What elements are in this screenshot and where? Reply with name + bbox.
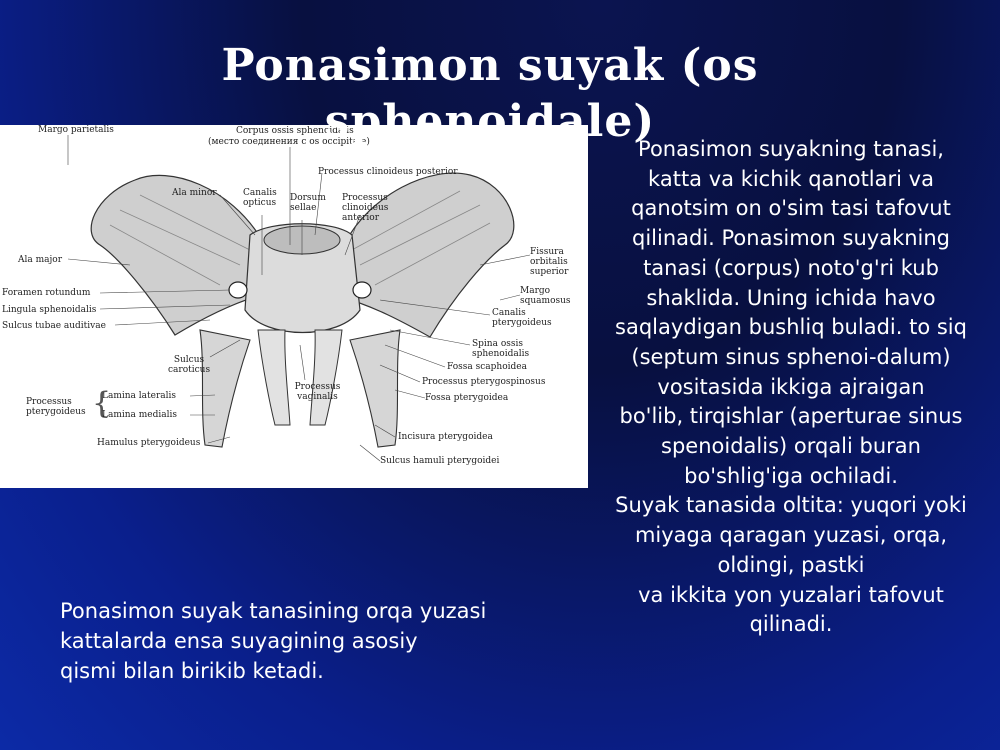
- label-corpus-sub: (место соединения с os occipitale): [208, 137, 370, 147]
- right-paragraph: qilinadi. Ponasimon suyakning tanasi (corpus) noto'g'ri kub shaklida. Uning ichida havo saqlaydigan bushliq buladi. to siq (septum sinus sphenoi-dalum) vositasida ikkiga ajraigan: [615, 226, 967, 399]
- label-margo-parietalis: Margo parietalis: [38, 125, 114, 135]
- label-canalis-opticus: Canalis opticus: [243, 188, 277, 208]
- right-paragraph: Suyak tanasida oltita: yuqori yoki miyaga qaragan yuzasi, orqa, oldingi, pastki: [615, 493, 967, 577]
- label-ala-minor: Ala minor: [172, 188, 217, 198]
- left-text-block: [60, 596, 580, 686]
- label-margo-squamosus: Margo squamosus: [520, 286, 571, 306]
- label-clinoideus-posterior: Processus clinoideus posterior: [318, 167, 458, 177]
- label-incisura: Incisura pterygoidea: [398, 432, 493, 442]
- label-ala-major: Ala major: [18, 255, 63, 265]
- left-line: qismi bilan birikib ketadi.: [60, 659, 324, 683]
- label-fossa-scaphoidea: Fossa scaphoidea: [447, 362, 527, 372]
- label-fissura: Fissura orbitalis superior: [530, 247, 569, 277]
- label-lingula: Lingula sphenoidalis: [2, 305, 97, 315]
- left-line: kattalarda ensa suyagining asosiy: [60, 629, 418, 653]
- left-line: Ponasimon suyak tanasining orqa yuzasi: [60, 599, 487, 623]
- label-lamina-medialis: Lamina medialis: [102, 410, 178, 420]
- label-lamina-lateralis: Lamina lateralis: [102, 391, 177, 401]
- right-paragraph: va ikkita yon yuzalari tafovut qilinadi.: [638, 582, 944, 637]
- label-sulcus-hamuli: Sulcus hamuli pterygoidei: [380, 456, 500, 466]
- right-paragraph: Ponasimon suyakning tanasi, katta va kichik qanotlari va qanotsim on o'sim tasi tafovut: [631, 137, 951, 221]
- sphenoid-bone-figure: [0, 125, 588, 488]
- label-spina: Spina ossis sphenoidalis: [472, 339, 530, 359]
- label-clinoideus-anterior: Processus clinoideus anterior: [342, 193, 389, 223]
- label-sulcus-caroticus: Sulcus caroticus: [168, 355, 211, 375]
- slide-title: Ponasimon suyak (os sphenoidale): [221, 40, 759, 147]
- label-sulcus-tubae: Sulcus tubae auditivae: [2, 321, 106, 331]
- label-dorsum-sellae: Dorsum sellae: [290, 193, 326, 213]
- label-fossa-pterygoidea: Fossa pterygoidea: [425, 393, 509, 403]
- brace-icon: {: [92, 386, 112, 421]
- label-processus-pterygoideus: Processus pterygoideus: [26, 397, 86, 417]
- right-text-block: [608, 135, 974, 640]
- label-pterygospinosus: Processus pterygospinosus: [422, 377, 546, 387]
- right-paragraph: bo'lib, tirqishlar (aperturae sinus spenoidalis) orqali buran bo'shlig'iga ochiladi.: [619, 404, 963, 488]
- label-hamulus: Hamulus pterygoideus: [97, 438, 201, 448]
- label-corpus: Corpus ossis sphenoidalis: [236, 126, 354, 136]
- label-foramen-rotundum: Foramen rotundum: [2, 288, 91, 298]
- label-canalis-pterygoideus: Canalis pterygoideus: [492, 308, 552, 328]
- label-processus-vaginalis: Processus vaginalis: [294, 382, 341, 402]
